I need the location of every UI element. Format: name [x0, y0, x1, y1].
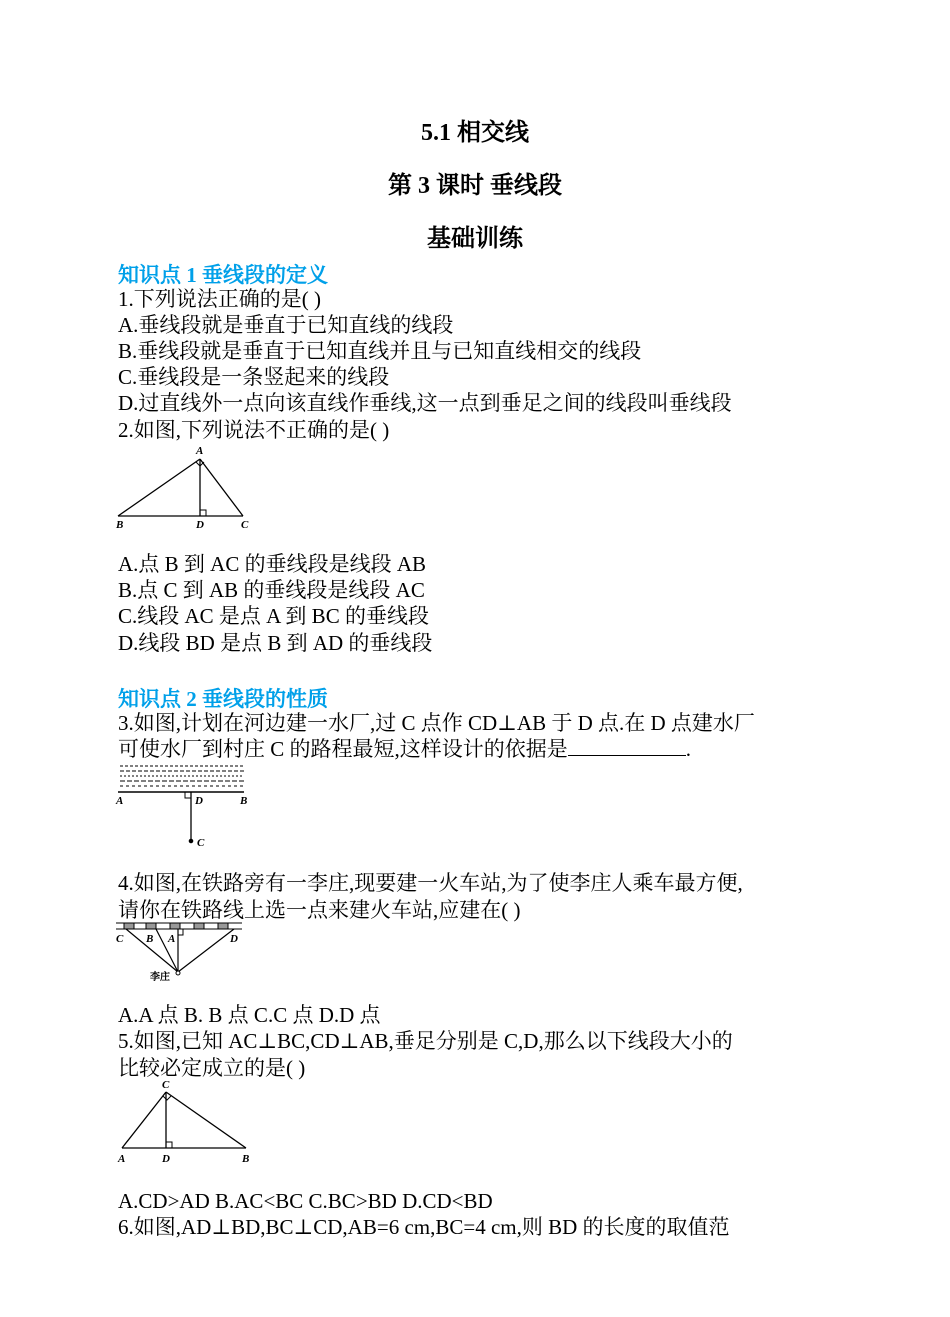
q2-figure: [110, 440, 260, 535]
section-heading: 基础训练: [427, 226, 523, 252]
q2-option-a: A.点 B 到 AC 的垂线段是线段 AB: [118, 552, 427, 576]
q4-line-to-d: [178, 929, 234, 972]
q5-label-b: B: [242, 1153, 250, 1165]
q3-line-2: [118, 736, 691, 762]
q4-right-angle-a: [178, 929, 183, 935]
q5-options: A.CD>AD B.AC<BC C.BC>BD D.CD<BD: [118, 1189, 493, 1213]
q4-point-village: [176, 971, 180, 975]
q3-line-2-text: 可使水厂到村庄 C 的路程最短,这样设计的依据是: [118, 737, 568, 761]
q2-option-b: B.点 C 到 AB 的垂线段是线段 AC: [118, 578, 425, 602]
q5-figure: [112, 1078, 262, 1170]
knowledge-point-1: 知识点 1 垂线段的定义: [118, 263, 328, 287]
q4-label-b: B: [146, 933, 154, 945]
q2-segment-ab: [118, 459, 200, 516]
q2-label-b: B: [116, 519, 124, 531]
q5-line-2: 比较必定成立的是( ): [118, 1056, 306, 1080]
q1-option-d: D.过直线外一点向该直线作垂线,这一点到垂足之间的线段叫垂线段: [118, 391, 732, 415]
q2-stem: 2.如图,下列说法不正确的是( ): [118, 418, 390, 442]
q5-segment-ac: [122, 1092, 166, 1148]
q6-line-1: 6.如图,AD⊥BD,BC⊥CD,AB=6 cm,BC=4 cm,则 BD 的长度的取值范: [118, 1215, 730, 1239]
q5-line-1: 5.如图,已知 AC⊥BC,CD⊥AB,垂足分别是 C,D,那么以下线段大小的: [118, 1029, 733, 1053]
q2-right-angle-d: [200, 510, 206, 516]
q3-label-b: B: [240, 795, 248, 807]
q4-line-2: 请你在铁路线上选一点来建火车站,应建在( ): [118, 898, 521, 922]
q4-rail-tie: [124, 923, 134, 929]
q4-label-a: A: [168, 933, 176, 945]
q3-label-d: D: [195, 795, 203, 807]
q4-rail-tie: [194, 923, 204, 929]
q5-label-d: D: [162, 1153, 170, 1165]
knowledge-point-2: 知识点 2 垂线段的性质: [118, 687, 328, 711]
q3-label-c: C: [197, 837, 205, 849]
q3-answer-blank[interactable]: [568, 737, 686, 756]
q4-options: A.A 点 B. B 点 C.C 点 D.D 点: [118, 1003, 381, 1027]
q3-right-angle-d: [185, 792, 191, 798]
q2-label-c: C: [241, 519, 249, 531]
q4-rail-tie: [218, 923, 228, 929]
q2-label-d: D: [196, 519, 204, 531]
q4-rail-tie: [146, 923, 156, 929]
q5-segment-bc: [166, 1092, 246, 1148]
q4-label-d: D: [230, 933, 238, 945]
q2-segment-ac: [200, 459, 243, 516]
q1-option-b: B.垂线段就是垂直于已知直线并且与已知直线相交的线段: [118, 339, 642, 363]
q2-option-d: D.线段 BD 是点 B 到 AD 的垂线段: [118, 631, 433, 655]
q1-option-c: C.垂线段是一条竖起来的线段: [118, 365, 390, 389]
q2-option-c: C.线段 AC 是点 A 到 BC 的垂线段: [118, 604, 429, 628]
q3-label-a: A: [116, 795, 124, 807]
lesson-subtitle: 第 3 课时 垂线段: [388, 173, 562, 199]
q4-label-c: C: [116, 933, 124, 945]
q1-option-a: A.垂线段就是垂直于已知直线的线段: [118, 313, 454, 337]
q2-label-a: A: [196, 445, 204, 457]
q1-stem: 1.下列说法正确的是( ): [118, 287, 321, 311]
lesson-title: 5.1 相交线: [421, 120, 529, 146]
q5-label-c: C: [162, 1079, 170, 1091]
q3-line-1: 3.如图,计划在河边建一水厂,过 C 点作 CD⊥AB 于 D 点.在 D 点建水厂: [118, 711, 755, 735]
q5-label-a: A: [118, 1153, 126, 1165]
q3-figure: [112, 760, 262, 855]
q4-line-1: 4.如图,在铁路旁有一李庄,现要建一火车站,为了使李庄人乘车最方便,: [118, 871, 743, 895]
q4-rail-tie: [170, 923, 180, 929]
q3-line-2-end: .: [685, 737, 692, 761]
q5-right-angle-d: [166, 1142, 172, 1148]
q3-point-c: [189, 839, 193, 843]
q4-figure: [112, 920, 262, 990]
q4-label-village: 李庄: [150, 972, 170, 983]
q5-right-angle-c: [163, 1096, 171, 1100]
